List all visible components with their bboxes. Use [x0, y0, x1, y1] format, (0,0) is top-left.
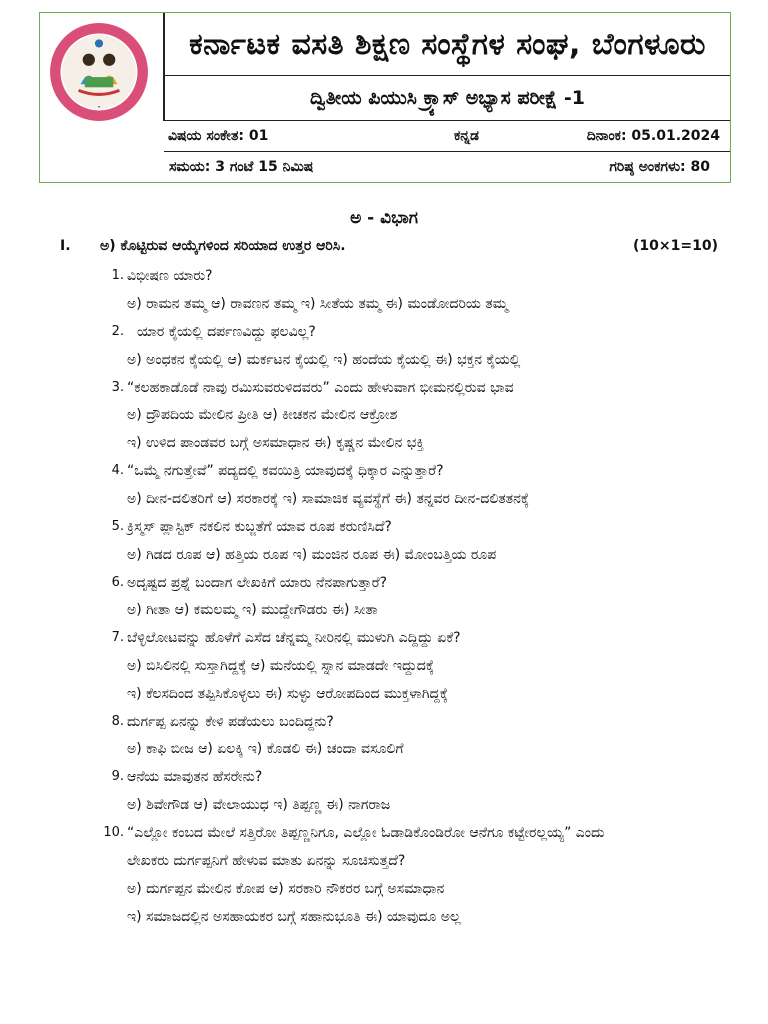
- info-row-1: [164, 121, 730, 152]
- organization-title: ಕರ್ನಾಟಕ ವಸತಿ ಶಿಕ್ಷಣ ಸಂಸ್ಥೆಗಳ ಸಂಘ, ಬೆಂಗಳೂರು: [165, 13, 730, 76]
- question-options: ಅ) ಬಿಸಿಲಿನಲ್ಲಿ ಸುಸ್ತಾಗಿದ್ದಕ್ಕೆ ಆ) ಮನೆಯಲ್ಲಿ ಸ್ನಾನ ಮಾಡದೇ ಇದ್ದುದಕ್ಕೆ: [127, 658, 435, 674]
- question-group-header: [60, 238, 718, 262]
- question-number: 8.: [111, 714, 124, 729]
- question-options: ಇ) ಕೆಲಸದಿಂದ ತಪ್ಪಿಸಿಕೊಳ್ಳಲು ಈ) ಸುಳ್ಳು ಆರೋಪದಿಂದ ಮುಕ್ತಳಾಗಿದ್ದಕ್ಕೆ: [127, 686, 449, 702]
- section-title: ಅ - ವಿಭಾಗ: [350, 208, 418, 228]
- question-group-instruction: ಅ) ಕೊಟ್ಟಿರುವ ಆಯ್ಕೆಗಳಿಂದ ಸರಿಯಾದ ಉತ್ತರ ಆರಿಸಿ.: [100, 238, 346, 254]
- exam-date: ದಿನಾಂಕ: 05.01.2024: [586, 128, 720, 144]
- question-options: ಅ) ದೀನ-ದಲಿತರಿಗೆ ಆ) ಸರಕಾರಕ್ಕೆ ಇ) ಸಾಮಾಜಿಕ ವ್ಯವಸ್ಥೆಗೆ ಈ) ತನ್ನವರ ದೀನ-ದಲಿತತನಕ್ಕೆ: [127, 491, 530, 507]
- exam-header: [39, 12, 731, 183]
- question-number: 5.: [111, 519, 124, 534]
- question-options: ಅ) ದುರ್ಗಪ್ಪನ ಮೇಲಿನ ಕೋಪ ಆ) ಸರಕಾರಿ ನೌಕರರ ಬಗ್ಗೆ ಅಸಮಾಧಾನ: [127, 881, 445, 897]
- info-row-2: [165, 152, 720, 182]
- logo-cell: [40, 13, 163, 182]
- question-number: 2.: [111, 324, 124, 339]
- question-text: ಕ್ರಿಸ್ಮಸ್ ಪ್ಲಾಸ್ಟಿಕ್ ನಕಲಿನ ಕುಬ್ಜತೆಗೆ ಯಾವ ರೂಪ ಕರುಣಿಸಿದೆ?: [127, 519, 392, 535]
- question-options: ಅ) ರಾಮನ ತಮ್ಮ ಆ) ರಾವಣನ ತಮ್ಮ ಇ) ಸೀತೆಯ ತಮ್ಮ ಈ) ಮಂಡೋದರಿಯ ತಮ್ಮ: [127, 296, 508, 312]
- question-text: ಯಾರ ಕೈಯಲ್ಲಿ ದರ್ಪಣವಿದ್ದು ಫಲವಿಲ್ಲ?: [137, 324, 316, 340]
- question-number: 10.: [103, 825, 124, 840]
- question-options: ಅ) ಅಂಧಕನ ಕೈಯಲ್ಲಿ ಆ) ಮರ್ಕಟನ ಕೈಯಲ್ಲಿ ಇ) ಹಂದೆಯ ಕೈಯಲ್ಲಿ ಈ) ಭಕ್ತನ ಕೈಯಲ್ಲಿ: [127, 352, 521, 368]
- question-number: 4.: [111, 463, 124, 478]
- question-number: 6.: [111, 575, 124, 590]
- question-text: “ಒಮ್ಮೆ ನಗುತ್ತೇವೆ” ಪದ್ಯದಲ್ಲಿ ಕವಯಿತ್ರಿ ಯಾವುದಕ್ಕೆ ಧಿಕ್ಕಾರ ಎನ್ನುತ್ತಾರೆ?: [127, 463, 444, 479]
- question-options: ಅ) ದ್ರೌಪದಿಯ ಮೇಲಿನ ಪ್ರೀತಿ ಆ) ಕೀಚಕನ ಮೇಲಿನ ಆಕ್ರೋಶ: [127, 407, 398, 423]
- question-options: ಅ) ಕಾಫಿ ಬೀಜ ಆ) ಏಲಕ್ಕಿ ಇ) ಕೊಡಲಿ ಈ) ಚಂದಾ ವಸೂಲಿಗೆ: [127, 741, 404, 757]
- question-text: ಅದೃಷ್ಟದ ಪ್ರಶ್ನೆ ಬಂದಾಗ ಲೇಖಕಿಗೆ ಯಾರು ನೆನಪಾಗುತ್ತಾರೆ?: [127, 575, 388, 591]
- question-options: ಇ) ಸಮಾಜದಲ್ಲಿನ ಅಸಹಾಯಕರ ಬಗ್ಗೆ ಸಹಾನುಭೂತಿ ಈ) ಯಾವುದೂ ಅಲ್ಲ: [127, 909, 461, 925]
- question-text: ವಿಭೀಷಣ ಯಾರು?: [127, 268, 213, 284]
- question-options: ಅ) ಗಿಡದ ರೂಪ ಆ) ಹತ್ತಿಯ ರೂಪ ಇ) ಮಂಜಿನ ರೂಪ ಈ) ಮೋಂಬತ್ತಿಯ ರೂಪ: [127, 547, 497, 563]
- subject-code: ವಿಷಯ ಸಂಕೇತ: 01: [168, 128, 269, 144]
- question-options: ಅ) ಗೀತಾ ಆ) ಕಮಲಮ್ಮ ಇ) ಮುದ್ದೇಗೌಡರು ಈ) ಸೀತಾ: [127, 602, 378, 618]
- question-text: ಬೆಳ್ಳಿಲೋಟವನ್ನು ಹೊಳೆಗೆ ಎಸೆದ ಚೆನ್ನಮ್ಮ ನೀರಿನಲ್ಲಿ ಮುಳುಗಿ ಎದ್ದಿದ್ದು ಏಕೆ?: [127, 630, 461, 646]
- question-group-marks: (10×1=10): [633, 238, 718, 254]
- question-text-continued: ಲೇಖಕರು ದುರ್ಗಪ್ಪನಿಗೆ ಹೇಳುವ ಮಾತು ಏನನ್ನು ಸೂಚಿಸುತ್ತದೆ?: [127, 853, 406, 869]
- question-text: “ಎಲ್ಲೋ ಕಂಬದ ಮೇಲೆ ಸತ್ತಿರೋ ತಿಪ್ಪಣ್ಣನಿಗೂ, ಎಲ್ಲೋ ಓಡಾಡಿಕೊಂಡಿರೋ ಆನೆಗೂ ಕಟ್ಟೇರಲ್ಲಯ್ಯ” ಎಂದು: [127, 825, 605, 841]
- school-emblem-icon: [48, 21, 150, 123]
- question-options: ಅ) ಶಿವೇಗೌಡ ಆ) ವೇಲಾಯುಧ ಇ) ತಿಪ್ಪಣ್ಣ ಈ) ನಾಗರಾಜ: [127, 797, 391, 813]
- question-text: ದುರ್ಗಪ್ಪ ಏನನ್ನು ಕೇಳಿ ಪಡೆಯಲು ಬಂದಿದ್ದನು?: [127, 714, 334, 730]
- subject-name: ಕನ್ನಡ: [454, 128, 479, 144]
- exam-duration: ಸಮಯ: 3 ಗಂಟೆ 15 ನಿಮಿಷ: [169, 159, 314, 175]
- question-text: ಆನೆಯ ಮಾವುತನ ಹೆಸರೇನು?: [127, 769, 263, 785]
- question-number: 3.: [111, 380, 124, 395]
- question-group-number: I.: [60, 238, 71, 254]
- question-number: 9.: [111, 769, 124, 784]
- question-number: 1.: [111, 268, 124, 283]
- exam-title: ದ್ವಿತೀಯ ಪಿಯುಸಿ ಕ್ರ್ಯಾಸ್ ಅಭ್ಯಾಸ ಪರೀಕ್ಷೆ -1: [165, 76, 730, 121]
- max-marks: ಗರಿಷ್ಠ ಅಂಕಗಳು: 80: [609, 159, 710, 175]
- svg-text:•: •: [97, 104, 101, 111]
- question-text: “ಕಲಹಕಾಡೊಡೆ ನಾವು ರಮಿಸುವರುಳಿದವರು” ಎಂದು ಹೇಳುವಾಗ ಭೀಮನಲ್ಲಿರುವ ಭಾವ: [127, 380, 514, 396]
- question-number: 7.: [111, 630, 124, 645]
- question-options: ಇ) ಉಳಿದ ಪಾಂಡವರ ಬಗ್ಗೆ ಅಸಮಾಧಾನ ಈ) ಕೃಷ್ಣನ ಮೇಲಿನ ಭಕ್ತಿ: [127, 435, 425, 451]
